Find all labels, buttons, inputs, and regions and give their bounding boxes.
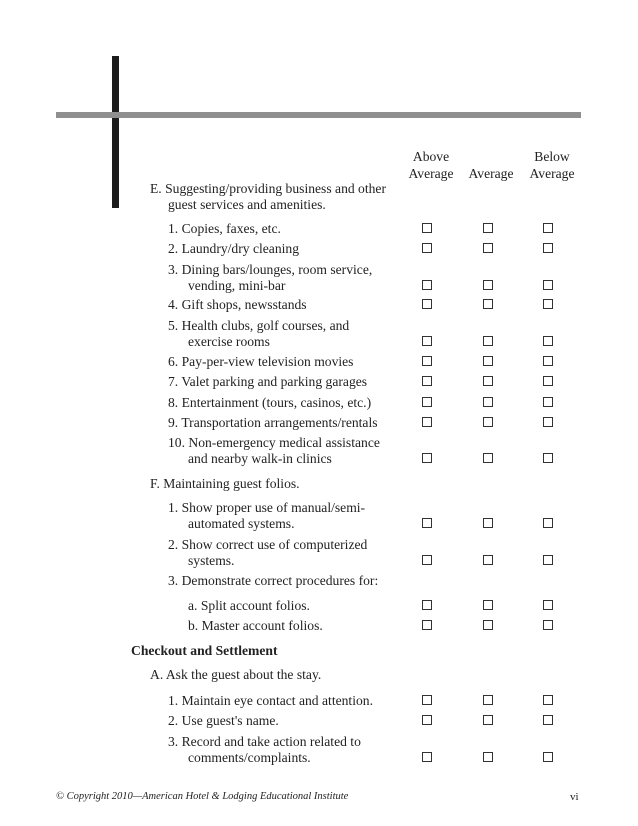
rating-checkbox-average[interactable] bbox=[483, 417, 493, 427]
rating-checkbox-average[interactable] bbox=[483, 336, 493, 346]
item-e4: 4. Gift shops, newsstands bbox=[168, 297, 307, 312]
item-f3a: a. Split account folios. bbox=[188, 598, 310, 613]
rating-checkbox-above-average[interactable] bbox=[422, 453, 432, 463]
rating-checkbox-below-average[interactable] bbox=[543, 299, 553, 309]
rating-checkbox-above-average[interactable] bbox=[422, 397, 432, 407]
rating-checkbox-below-average[interactable] bbox=[543, 695, 553, 705]
item-a1: 1. Maintain eye contact and attention. bbox=[168, 693, 373, 708]
rating-checkbox-below-average[interactable] bbox=[543, 453, 553, 463]
rating-checkbox-above-average[interactable] bbox=[422, 752, 432, 762]
page-number: vi bbox=[570, 791, 579, 803]
rating-checkbox-below-average[interactable] bbox=[543, 280, 553, 290]
rating-checkbox-average[interactable] bbox=[483, 695, 493, 705]
rating-checkbox-above-average[interactable] bbox=[422, 299, 432, 309]
item-e10: 10. Non-emergency medical assistance bbox=[168, 435, 380, 450]
item-f2: 2. Show correct use of computerized bbox=[168, 537, 368, 552]
rating-checkbox-average[interactable] bbox=[483, 223, 493, 233]
item-a2: 2. Use guest's name. bbox=[168, 713, 279, 728]
rating-checkbox-average[interactable] bbox=[483, 299, 493, 309]
column-header-below-average bbox=[521, 148, 583, 182]
rating-checkbox-average[interactable] bbox=[483, 518, 493, 528]
rating-checkbox-below-average[interactable] bbox=[543, 518, 553, 528]
item-e9: 9. Transportation arrangements/rentals bbox=[168, 415, 378, 430]
rating-checkbox-average[interactable] bbox=[483, 600, 493, 610]
rating-checkbox-below-average[interactable] bbox=[543, 243, 553, 253]
vertical-rule bbox=[112, 56, 119, 208]
rating-checkbox-above-average[interactable] bbox=[422, 518, 432, 528]
column-header-above-average bbox=[400, 148, 462, 182]
checkout-section-title: Checkout and Settlement bbox=[131, 643, 278, 658]
item-f3: 3. Demonstrate correct procedures for: bbox=[168, 573, 379, 588]
item-e2: 2. Laundry/dry cleaning bbox=[168, 241, 299, 256]
column-header-average: Average bbox=[468, 166, 514, 181]
column-header-above-average-line1: Above bbox=[412, 149, 450, 164]
item-e3-cont: vending, mini-bar bbox=[188, 278, 286, 293]
rating-checkbox-below-average[interactable] bbox=[543, 336, 553, 346]
section-e-heading: E. Suggesting/providing business and other bbox=[150, 181, 386, 196]
rating-checkbox-above-average[interactable] bbox=[422, 600, 432, 610]
rating-checkbox-above-average[interactable] bbox=[422, 280, 432, 290]
item-f3b: b. Master account folios. bbox=[188, 618, 323, 633]
rating-checkbox-above-average[interactable] bbox=[422, 417, 432, 427]
rating-checkbox-below-average[interactable] bbox=[543, 620, 553, 630]
rating-checkbox-above-average[interactable] bbox=[422, 695, 432, 705]
rating-checkbox-average[interactable] bbox=[483, 356, 493, 366]
rating-checkbox-average[interactable] bbox=[483, 397, 493, 407]
item-a3-cont: comments/complaints. bbox=[188, 750, 311, 765]
rating-checkbox-below-average[interactable] bbox=[543, 715, 553, 725]
rating-checkbox-above-average[interactable] bbox=[422, 555, 432, 565]
item-e5: 5. Health clubs, golf courses, and bbox=[168, 318, 350, 333]
rating-checkbox-below-average[interactable] bbox=[543, 555, 553, 565]
rating-checkbox-below-average[interactable] bbox=[543, 752, 553, 762]
rating-checkbox-average[interactable] bbox=[483, 715, 493, 725]
item-f2-cont: systems. bbox=[188, 553, 235, 568]
section-e-heading-cont: guest services and amenities. bbox=[168, 197, 326, 212]
rating-checkbox-average[interactable] bbox=[483, 280, 493, 290]
rating-checkbox-above-average[interactable] bbox=[422, 376, 432, 386]
column-header-below-average-line2: Average bbox=[529, 166, 575, 181]
rating-checkbox-average[interactable] bbox=[483, 555, 493, 565]
horizontal-rule bbox=[56, 112, 581, 118]
rating-checkbox-average[interactable] bbox=[483, 620, 493, 630]
rating-checkbox-average[interactable] bbox=[483, 453, 493, 463]
rating-checkbox-below-average[interactable] bbox=[543, 223, 553, 233]
rating-checkbox-above-average[interactable] bbox=[422, 356, 432, 366]
rating-checkbox-below-average[interactable] bbox=[543, 376, 553, 386]
rating-checkbox-above-average[interactable] bbox=[422, 620, 432, 630]
item-e5-cont: exercise rooms bbox=[188, 334, 270, 349]
rating-checkbox-average[interactable] bbox=[483, 752, 493, 762]
item-e8: 8. Entertainment (tours, casinos, etc.) bbox=[168, 395, 372, 410]
rating-checkbox-below-average[interactable] bbox=[543, 600, 553, 610]
rating-checkbox-average[interactable] bbox=[483, 376, 493, 386]
column-header-above-average-line2: Average bbox=[408, 166, 454, 181]
item-a3: 3. Record and take action related to bbox=[168, 734, 361, 749]
item-f1: 1. Show proper use of manual/semi- bbox=[168, 500, 366, 515]
rating-checkbox-below-average[interactable] bbox=[543, 417, 553, 427]
item-e7: 7. Valet parking and parking garages bbox=[168, 374, 368, 389]
rating-checkbox-average[interactable] bbox=[483, 243, 493, 253]
column-header-below-average-line1: Below bbox=[534, 149, 570, 164]
rating-checkbox-above-average[interactable] bbox=[422, 336, 432, 346]
rating-checkbox-below-average[interactable] bbox=[543, 397, 553, 407]
rating-checkbox-above-average[interactable] bbox=[422, 223, 432, 233]
item-f1-cont: automated systems. bbox=[188, 516, 295, 531]
item-e6: 6. Pay-per-view television movies bbox=[168, 354, 354, 369]
rating-checkbox-above-average[interactable] bbox=[422, 243, 432, 253]
item-e1: 1. Copies, faxes, etc. bbox=[168, 221, 281, 236]
section-f-heading: F. Maintaining guest folios. bbox=[150, 476, 300, 491]
rating-checkbox-above-average[interactable] bbox=[422, 715, 432, 725]
checkout-section-a: A. Ask the guest about the stay. bbox=[150, 667, 322, 682]
footer-copyright: © Copyright 2010—American Hotel & Lodging Educational Institute bbox=[56, 791, 349, 802]
item-e3: 3. Dining bars/lounges, room service, bbox=[168, 262, 373, 277]
item-e10-cont: and nearby walk-in clinics bbox=[188, 451, 332, 466]
rating-checkbox-below-average[interactable] bbox=[543, 356, 553, 366]
